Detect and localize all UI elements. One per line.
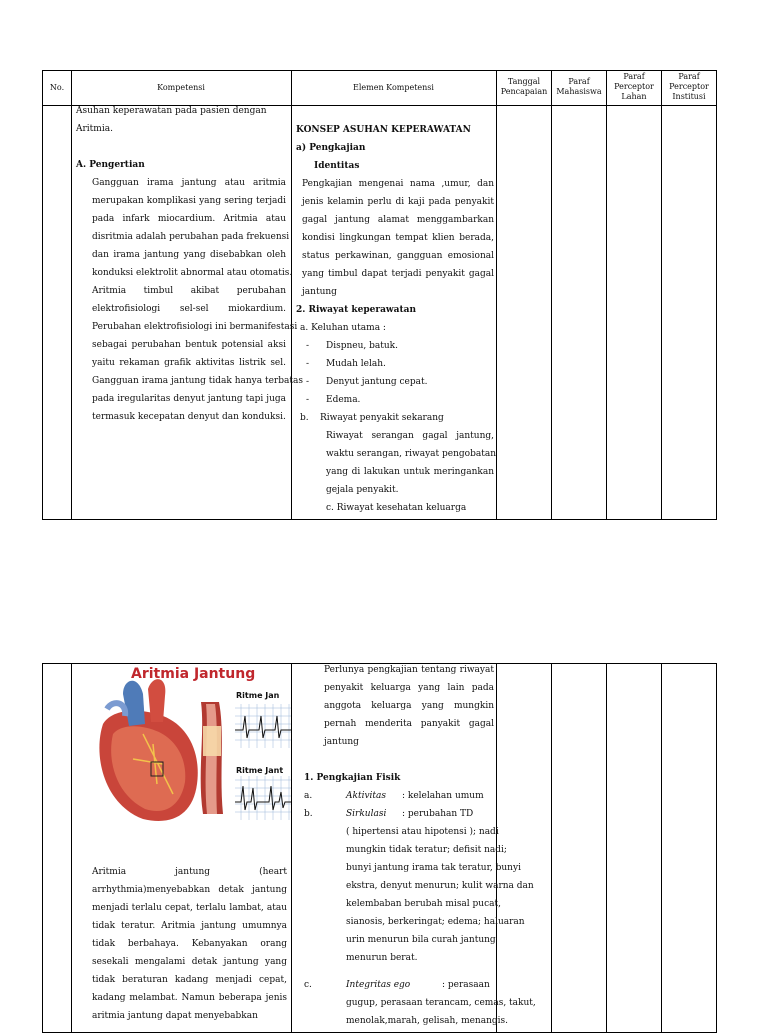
text-line: termasuk kecepatan denyut dan konduksi. <box>92 412 286 422</box>
text-line: gugup, perasaan terancam, cemas, takut, <box>346 998 536 1008</box>
section-pengertian: A. Pengertian <box>76 160 145 170</box>
keluhan-item <box>296 337 494 355</box>
elemen-column <box>296 121 494 517</box>
aritmia-jantung-illustration <box>93 664 291 824</box>
text-line: gagal jantung alamat menggambarkan <box>302 215 494 225</box>
text-line: penyakit keluarga yang lain pada <box>324 683 494 693</box>
text-line: mungkin tidak teratur; defisit nadi; <box>346 845 507 855</box>
ritme-label-1: Ritme Jan <box>236 691 280 700</box>
text-line: elektrofisiologi sel-sel miokardium. <box>92 304 286 314</box>
elemen-column-2 <box>296 661 536 1030</box>
text-line: disritmia adalah perubahan pada frekuensi <box>92 232 290 242</box>
header-paraf-perceptor-lahan: Paraf Perceptor Lahan <box>614 72 654 101</box>
sirkulasi-paragraph <box>296 823 534 967</box>
competency-table-2 <box>42 663 717 1033</box>
header-paraf-perceptor-institusi: Paraf Perceptor Institusi <box>669 72 709 101</box>
ego-value: : perasaan <box>442 980 490 990</box>
keluhan-item <box>296 373 494 391</box>
text-line: tidak berbahaya. Kebanyakan orang <box>92 939 287 949</box>
keluhan-text: Dispneu, batuk. <box>326 341 398 351</box>
text-line: merupakan komplikasi yang sering terjadi <box>92 196 286 206</box>
text-line: aritmia jantung dapat menyebabkan <box>92 1011 258 1021</box>
text-line: Perlunya pengkajian tentang riwayat <box>324 665 494 675</box>
header-no: No. <box>49 83 65 92</box>
bullet-dash: - <box>306 377 310 387</box>
konsep-heading: KONSEP ASUHAN KEPERAWATAN <box>296 125 471 135</box>
aktivitas-row <box>296 787 494 805</box>
text-line: yang di lakukan untuk meringankan <box>326 467 494 477</box>
bullet-dash: - <box>306 395 310 405</box>
text-line: Perubahan elektrofisiologi ini bermanifestasi <box>92 322 298 332</box>
keluhan-list <box>296 337 494 409</box>
riwayat-sekarang <box>296 409 494 427</box>
text-line: ( hipertensi atau hipotensi ); nadi <box>346 827 499 837</box>
integritas-ego-row <box>296 976 494 994</box>
bullet-dash: - <box>306 341 310 351</box>
ritme-label-2: Ritme Jant <box>236 766 284 775</box>
riwayat-keluarga-paragraph <box>296 661 494 751</box>
text-line: tidak teratur. Aritmia jantung umumnya <box>92 921 287 931</box>
header-paraf-mahasiswa: Paraf Mahasiswa <box>556 77 602 96</box>
header-kompetensi: Kompetensi <box>157 83 205 92</box>
keluhan-text: Denyut jantung cepat. <box>326 377 428 387</box>
text-line: dan irama jantung yang disebabkan oleh <box>92 250 286 260</box>
text-line: Gangguan irama jantung tidak hanya terbatas <box>92 376 303 386</box>
riwayat-heading: 2. Riwayat keperawatan <box>296 305 417 315</box>
text-line: menolak,marah, gelisah, menangis. <box>346 1016 509 1026</box>
riwayat-sekarang-paragraph <box>296 427 494 499</box>
kompetensi-column-2 <box>92 863 287 1025</box>
ego-term: Integritas ego <box>346 980 411 990</box>
text-line: Gangguan irama jantung atau aritmia <box>92 178 286 188</box>
identitas-heading: Identitas <box>314 161 360 171</box>
text-line: Pengkajian mengenai nama ,umur, dan <box>302 179 494 189</box>
text-line: yaitu rekaman grafik aktivitas listrik sel. <box>92 358 286 368</box>
sekarang-label: b. <box>300 413 309 423</box>
riwayat-keluarga: c. Riwayat kesehatan keluarga <box>326 503 467 513</box>
illustration-title: Aritmia Jantung <box>131 666 256 682</box>
text-line: sesekali mengalami detak jantung yang <box>92 957 287 967</box>
sirkulasi-value: : perubahan TD <box>402 809 474 819</box>
text-line: tidak beraturan kadang menjadi cepat, <box>92 975 287 985</box>
identitas-paragraph <box>296 175 494 301</box>
text-line: kelembaban berubah misal pucat, <box>346 899 501 909</box>
kompetensi-intro-2: Aritmia. <box>76 124 113 134</box>
pengkajian-fisik-heading: 1. Pengkajian Fisik <box>304 773 401 783</box>
keluhan-text: Mudah lelah. <box>326 359 386 369</box>
text-line: status perkawinan, gangguan emosional <box>302 251 494 261</box>
text-line: anggota keluarga yang mungkin <box>324 701 494 711</box>
text-line: Riwayat serangan gagal jantung, <box>326 431 494 441</box>
text-line: waktu serangan, riwayat pengobatan <box>326 449 496 459</box>
kompetensi-intro: Asuhan keperawatan pada pasien dengan <box>76 106 267 116</box>
text-line: jenis kelamin perlu di kaji pada penyakit <box>302 197 494 207</box>
aktivitas-term: Aktivitas <box>346 791 387 801</box>
text-line: yang timbul dapat terjadi penyakit gagal <box>302 269 494 279</box>
text-line: kondisi lingkungan tempat klien berada, <box>302 233 494 243</box>
pengertian-paragraph <box>76 174 303 426</box>
text-line: jantung <box>302 287 337 297</box>
aritmia-paragraph <box>92 863 287 1025</box>
text-line: sebagai perubahan bentuk potensial aksi <box>92 340 286 350</box>
text-line: pernah menderita panyakit gagal <box>324 719 494 729</box>
sirkulasi-term: Sirkulasi <box>346 809 387 819</box>
text-line: urin menurun bila curah jantung <box>346 935 496 945</box>
text-line: pada infark miocardium. Aritmia atau <box>92 214 286 224</box>
sirkulasi-label: b. <box>304 809 313 819</box>
text-line: bunyi jantung irama tak teratur, bunyi <box>346 863 521 873</box>
pengkajian-heading: a) Pengkajian <box>296 143 366 153</box>
header-elemen-kompetensi: Elemen Kompetensi <box>353 83 434 92</box>
text-line: sianosis, berkeringat; edema; haluaran <box>346 917 525 927</box>
text-line: arrhythmia)menyebabkan detak jantung <box>92 885 287 895</box>
text-line: kadang melambat. Namun beberapa jenis <box>92 993 287 1003</box>
bullet-dash: - <box>306 359 310 369</box>
kompetensi-column <box>76 102 303 426</box>
keluhan-utama: a. Keluhan utama : <box>300 323 386 333</box>
sirkulasi-row <box>296 805 494 823</box>
keluhan-item <box>296 391 494 409</box>
aktivitas-value: : kelelahan umum <box>402 791 484 801</box>
aktivitas-label: a. <box>304 791 313 801</box>
text-line: konduksi elektrolit abnormal atau otomatis. <box>92 268 293 278</box>
keluhan-text: Edema. <box>326 395 361 405</box>
heart-diagram-icon <box>93 664 291 824</box>
text-line: jantung <box>324 737 359 747</box>
ego-label: c. <box>304 980 312 990</box>
text-line: Aritmia jantung (heart <box>92 867 287 877</box>
text-line: menjadi terlalu cepat, terlalu lambat, atau <box>92 903 287 913</box>
text-line: menurun berat. <box>346 953 418 963</box>
header-tanggal-pencapaian: Tanggal Pencapaian <box>500 77 548 96</box>
text-line: Aritmia timbul akibat perubahan <box>92 286 286 296</box>
text-line: ekstra, denyut menurun; kulit warna dan <box>346 881 534 891</box>
competency-table-1 <box>42 70 717 520</box>
keluhan-item <box>296 355 494 373</box>
text-line: pada iregularitas denyut jantung tapi juga <box>92 394 286 404</box>
integritas-ego-paragraph <box>296 994 536 1030</box>
text-line: gejala penyakit. <box>326 485 399 495</box>
sekarang-text: Riwayat penyakit sekarang <box>320 413 444 423</box>
